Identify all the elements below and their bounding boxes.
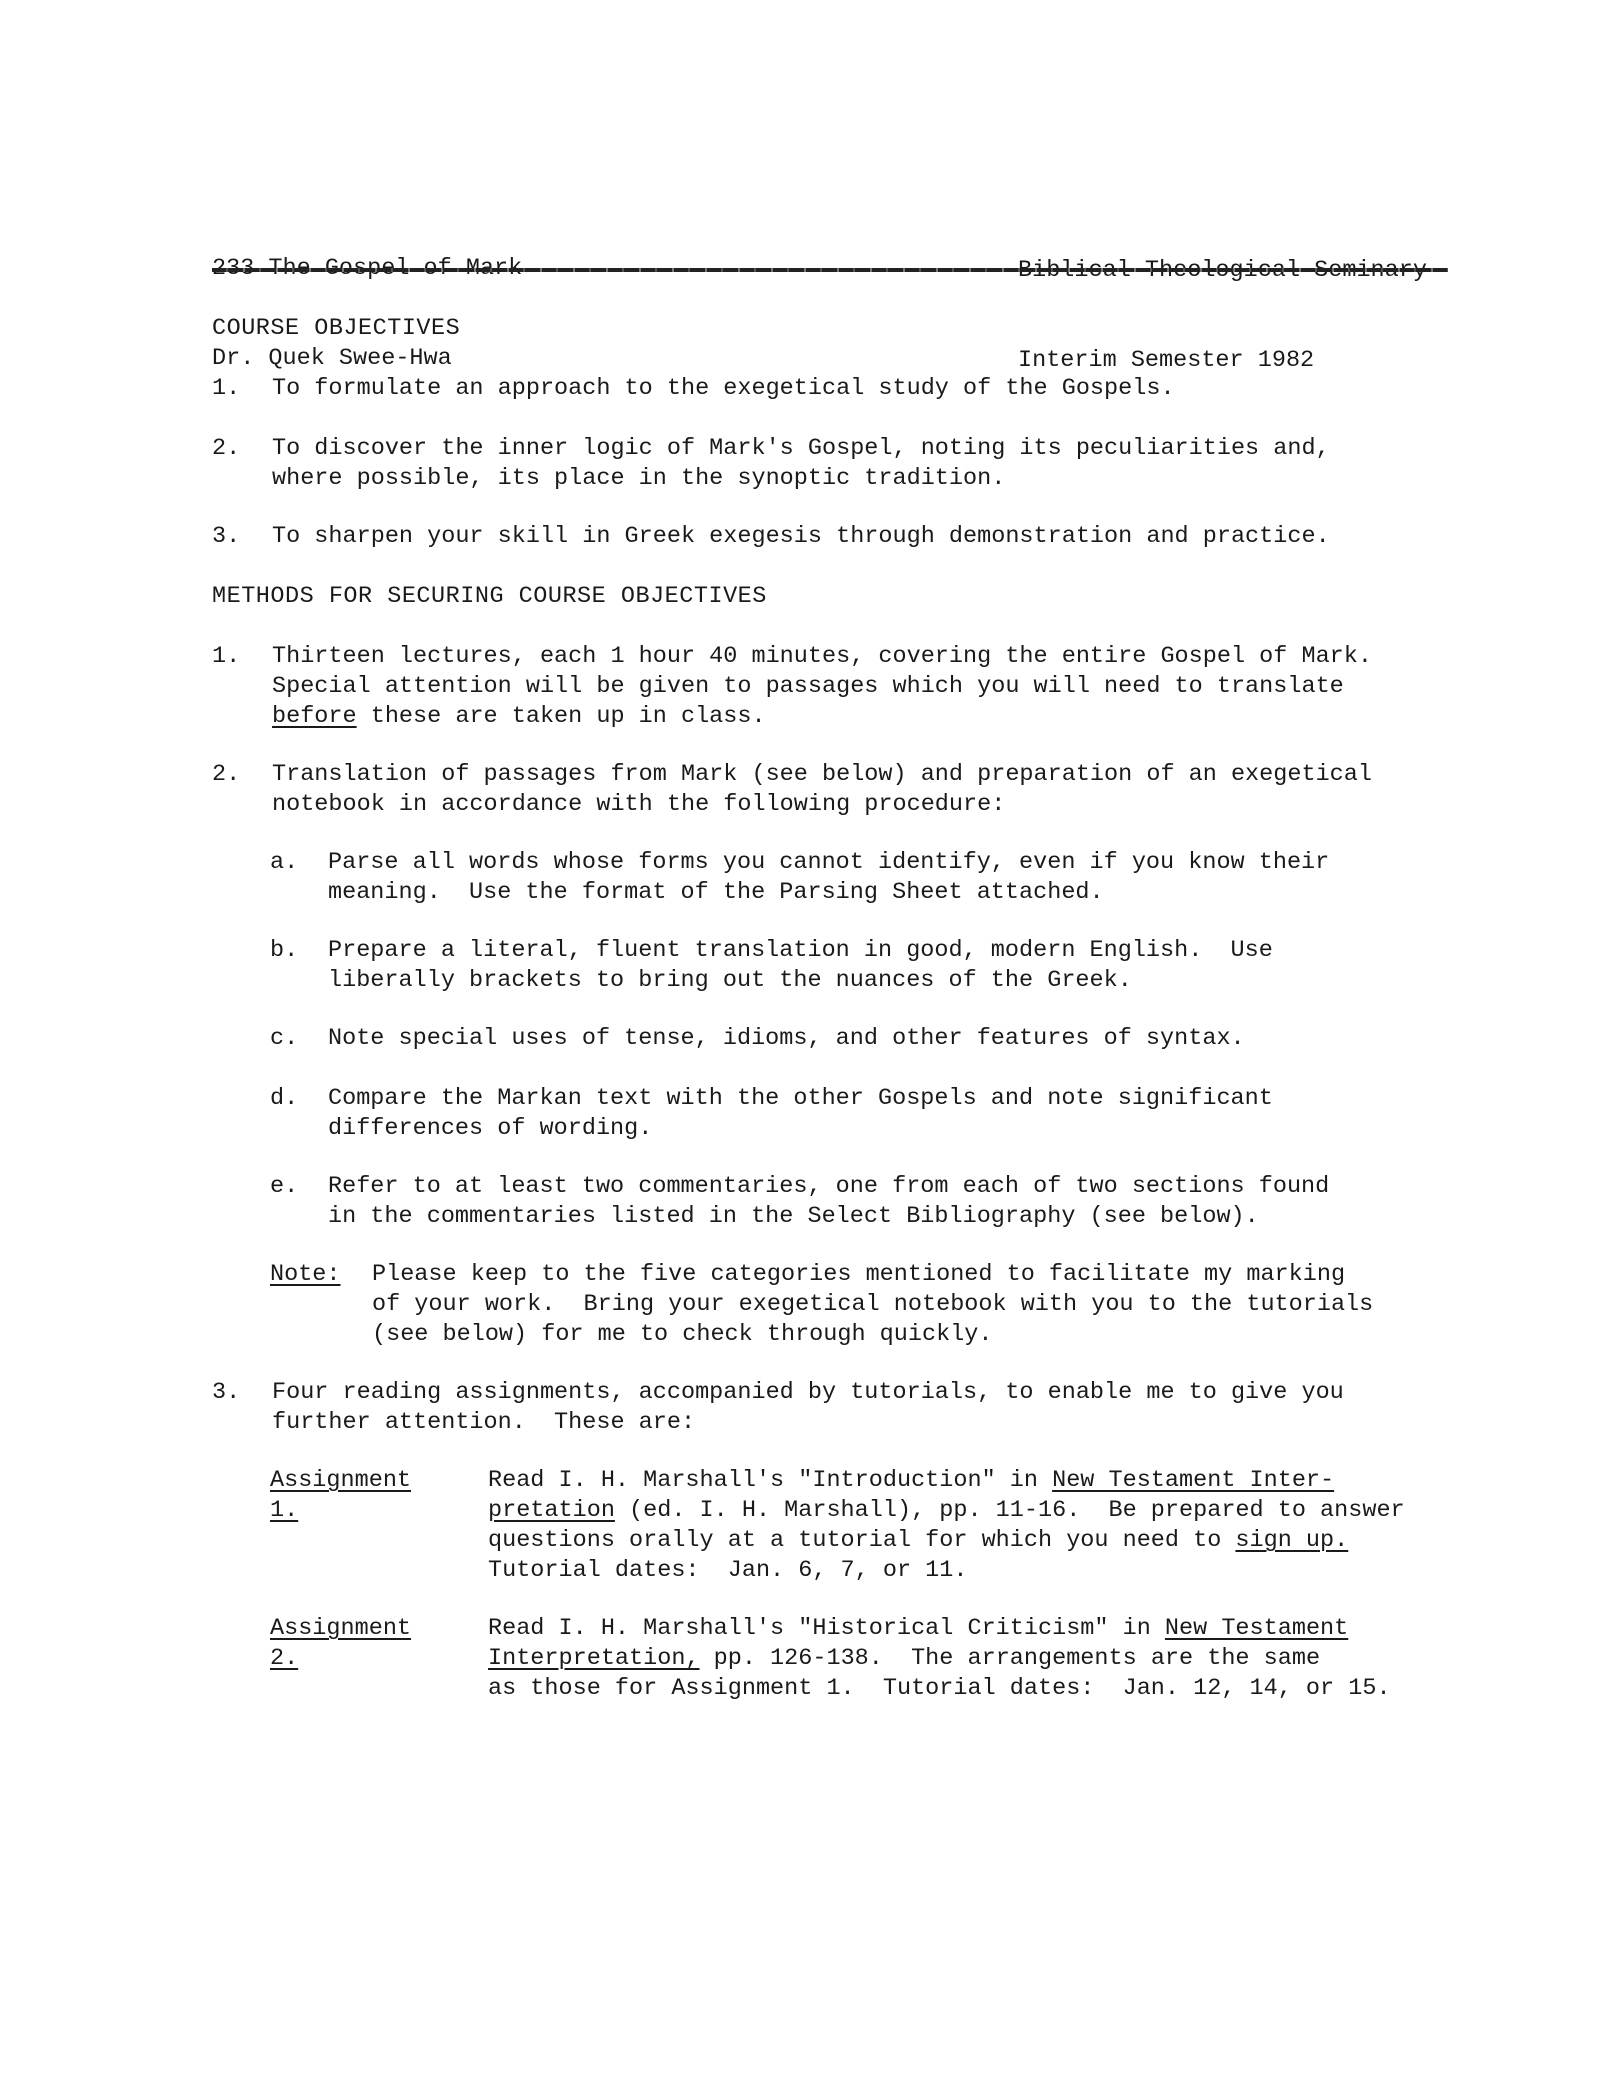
- book-title: New Testament Inter-: [1052, 1467, 1335, 1494]
- assignment-text: Read I. H. Marshall's "Introduction" in New Testament Inter-: [488, 1467, 1335, 1494]
- method-text: before these are taken up in class.: [272, 703, 766, 730]
- step-text: in the commentaries listed in the Select Bibliography (see below).: [328, 1203, 1259, 1230]
- objective-text: To sharpen your skill in Greek exegesis through demonstration and practice.: [272, 523, 1330, 550]
- step-letter: d.: [270, 1085, 299, 1112]
- note-text: of your work. Bring your exegetical notebook with you to the tutorials: [372, 1291, 1374, 1318]
- objective-text: where possible, its place in the synoptic tradition.: [272, 465, 1006, 492]
- header-divider: [212, 268, 1448, 272]
- note-text: Please keep to the five categories mentioned to facilitate my marking: [372, 1261, 1346, 1288]
- instructor-name: Dr. Quek Swee-Hwa: [212, 345, 452, 372]
- step-text: Prepare a literal, fluent translation in good, modern English. Use: [328, 937, 1273, 964]
- method-text: further attention. These are:: [272, 1409, 696, 1436]
- assignment-text: Interpretation, pp. 126-138. The arrangements are the same: [488, 1645, 1321, 1672]
- objectives-heading: COURSE OBJECTIVES: [212, 315, 461, 342]
- step-text: Note special uses of tense, idioms, and other features of syntax.: [328, 1025, 1245, 1052]
- method-text: Translation of passages from Mark (see below) and preparation of an exegetical: [272, 761, 1372, 788]
- objective-text: To discover the inner logic of Mark's Gospel, noting its peculiarities and,: [272, 435, 1330, 462]
- step-letter: b.: [270, 937, 299, 964]
- assignment-text: Read I. H. Marshall's "Historical Criticism" in New Testament: [488, 1615, 1349, 1642]
- objective-number: 2.: [212, 435, 241, 462]
- term-label: Interim Semester 1982: [1018, 347, 1315, 374]
- method-number: 2.: [212, 761, 241, 788]
- step-letter: a.: [270, 849, 299, 876]
- objective-number: 3.: [212, 523, 241, 550]
- method-text: Special attention will be given to passages which you will need to translate: [272, 673, 1344, 700]
- step-text: differences of wording.: [328, 1115, 653, 1142]
- step-text: Refer to at least two commentaries, one from each of two sections found: [328, 1173, 1330, 1200]
- assignment-label: Assignment 2.: [270, 1615, 412, 1672]
- assignment-text: pretation (ed. I. H. Marshall), pp. 11-16. Be prepared to answer: [488, 1497, 1405, 1524]
- step-text: Compare the Markan text with the other Gospels and note significant: [328, 1085, 1273, 1112]
- objective-number: 1.: [212, 375, 241, 402]
- book-title: New Testament: [1164, 1615, 1349, 1642]
- book-title: Interpretation,: [488, 1645, 700, 1672]
- method-text: Thirteen lectures, each 1 hour 40 minutes, covering the entire Gospel of Mark.: [272, 643, 1372, 670]
- method-number: 3.: [212, 1379, 241, 1406]
- note-label: Note:: [270, 1261, 341, 1288]
- method-number: 1.: [212, 643, 241, 670]
- step-text: Parse all words whose forms you cannot identify, even if you know their: [328, 849, 1330, 876]
- note-text: (see below) for me to check through quickly.: [372, 1321, 993, 1348]
- method-text: Four reading assignments, accompanied by tutorials, to enable me to give you: [272, 1379, 1344, 1406]
- method-text: notebook in accordance with the following procedure:: [272, 791, 1006, 818]
- sign-up-emphasis: sign up.: [1235, 1527, 1349, 1554]
- assignment-text: Tutorial dates: Jan. 6, 7, or 11.: [488, 1557, 968, 1584]
- methods-heading: METHODS FOR SECURING COURSE OBJECTIVES: [212, 583, 767, 610]
- step-letter: c.: [270, 1025, 299, 1052]
- emphasis-before: before: [272, 703, 357, 730]
- step-text: liberally brackets to bring out the nuances of the Greek.: [328, 967, 1132, 994]
- objective-text: To formulate an approach to the exegetical study of the Gospels.: [272, 375, 1175, 402]
- step-letter: e.: [270, 1173, 299, 1200]
- assignment-label: Assignment 1.: [270, 1467, 412, 1524]
- book-title: pretation: [488, 1497, 615, 1524]
- assignment-text: questions orally at a tutorial for which you need to sign up.: [488, 1527, 1349, 1554]
- step-text: meaning. Use the format of the Parsing Sheet attached.: [328, 879, 1104, 906]
- assignment-text: as those for Assignment 1. Tutorial dates: Jan. 12, 14, or 15.: [488, 1675, 1391, 1702]
